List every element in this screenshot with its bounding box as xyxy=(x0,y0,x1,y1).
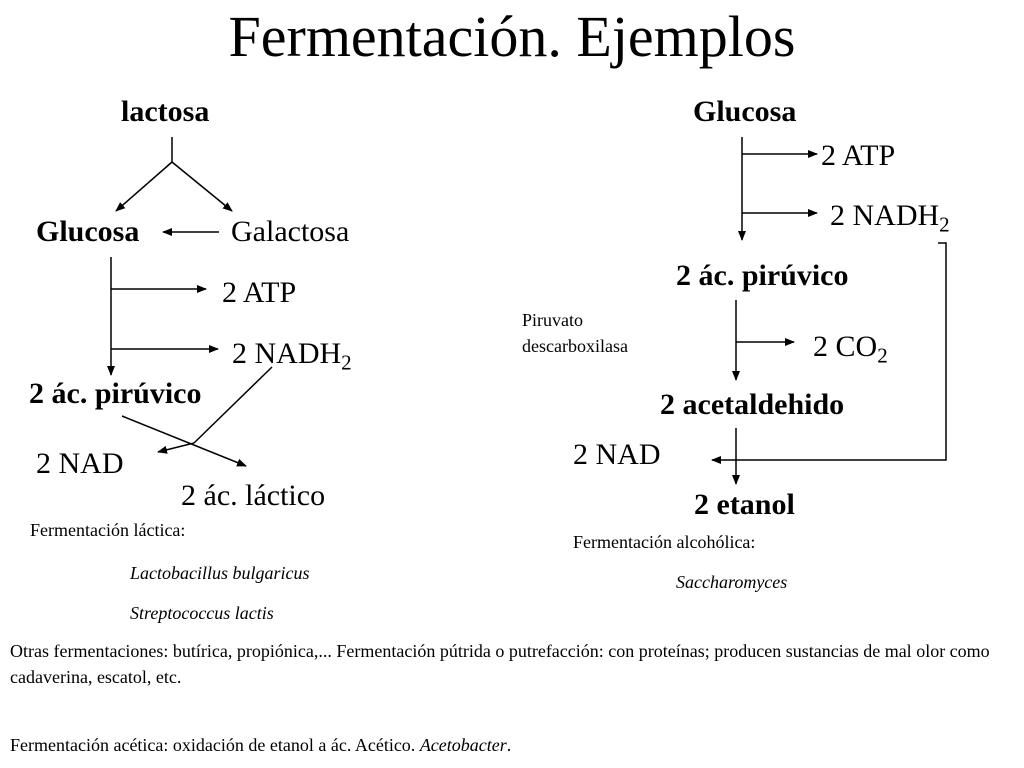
lactic-atp-label: 2 ATP xyxy=(222,276,297,309)
alcoholic-glucose-label: Glucosa xyxy=(693,95,797,128)
lactic-nadh-label: 2 $NADH_2$ xyxy=(232,337,352,375)
lactobacillus-label: Lactobacillus bulgaricus xyxy=(130,563,310,583)
other-fermentations-text: Otras fermentaciones: butírica, propiónica,... Fermentación pútrida o putrefacción: con proteínas; producen sustancias de mal olor como cadaverina, escatol, etc. xyxy=(10,641,990,687)
saccharomyces-label: Saccharomyces xyxy=(676,572,788,592)
co2-label: 2 $CO_2$ xyxy=(813,330,888,368)
galactose-label: Galactosa xyxy=(231,215,350,248)
streptococcus-label: Streptococcus lactis xyxy=(130,603,274,623)
acetic-fermentation-text: Fermentación acética: oxidación de etanol a ác. Acético. Acetobacter. xyxy=(10,735,512,755)
lactic-fermentation-label: Fermentación láctica: xyxy=(30,520,186,540)
lactic-nad-label: 2 NAD xyxy=(36,447,124,480)
nadh-return-line xyxy=(712,243,946,460)
lactose-label: lactosa xyxy=(121,95,210,128)
acetaldehyde-label: 2 acetaldehido xyxy=(660,388,845,421)
nadh-to-nad-line xyxy=(194,367,272,443)
alcoholic-nad-label: 2 NAD xyxy=(573,438,661,471)
page-title: Fermentación. Ejemplos xyxy=(228,4,796,69)
pyruvic-to-lactic-arrow xyxy=(122,416,246,466)
alcoholic-nadh-label: 2 $NADH_2$ xyxy=(830,199,950,237)
alcoholic-atp-label: 2 ATP xyxy=(821,139,896,172)
ethanol-label: 2 etanol xyxy=(694,488,795,521)
enzyme-label-line1: Piruvato xyxy=(522,310,583,330)
alcoholic-pyruvic-label: 2 ác. pirúvico xyxy=(676,259,849,292)
lactose-to-galactose-arrow xyxy=(172,162,232,211)
enzyme-label-line2: descarboxilasa xyxy=(522,336,628,356)
alcoholic-fermentation-label: Fermentación alcohólica: xyxy=(573,532,756,552)
lactic-glucose-label: Glucosa xyxy=(36,215,140,248)
lactose-to-glucose-arrow xyxy=(116,162,172,211)
nadh-to-nad-arrow-tail xyxy=(158,443,194,452)
lactic-acid-label: 2 ác. láctico xyxy=(181,479,326,512)
lactic-pyruvic-label: 2 ác. pirúvico xyxy=(29,377,202,410)
